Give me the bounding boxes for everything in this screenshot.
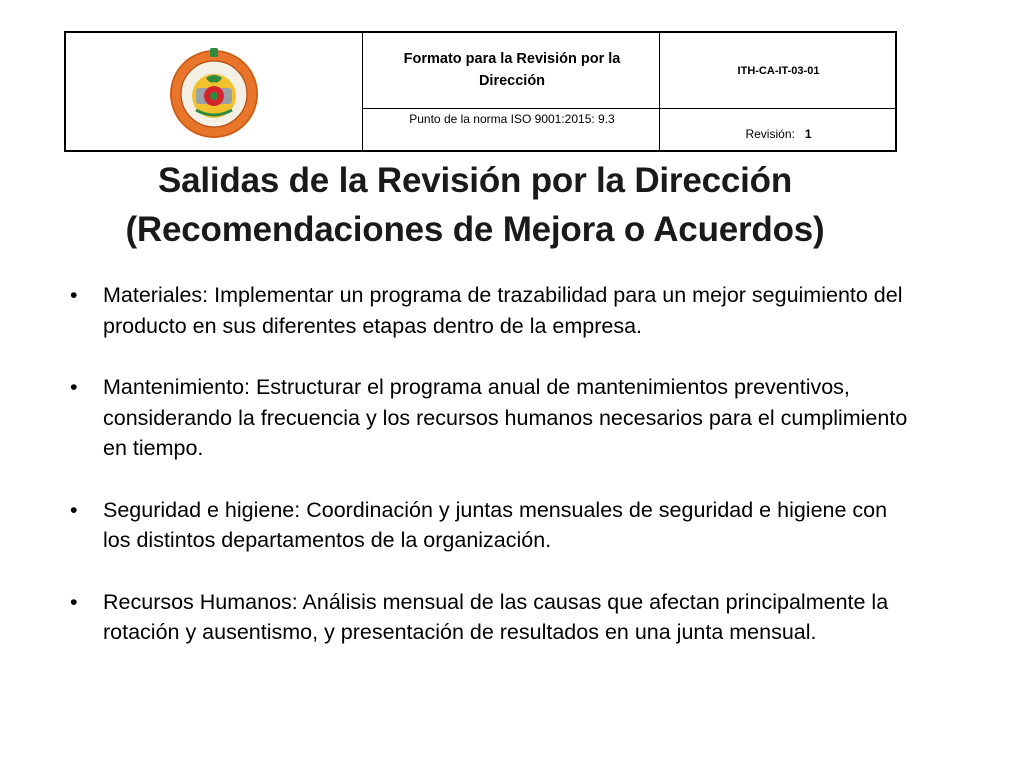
- institution-logo: [66, 33, 362, 150]
- bullet-icon: •: [70, 283, 78, 307]
- institution-seal-icon: [166, 44, 262, 140]
- revision-field: [662, 109, 895, 150]
- document-header-table: [64, 31, 897, 152]
- bullet-icon: •: [70, 375, 78, 399]
- list-item-text: Materiales: Implementar un programa de trazabilidad para un mejor seguimiento del producto en sus diferentes etapas dentro de la empresa.: [103, 283, 903, 338]
- bullet-icon: •: [70, 589, 78, 614]
- bullet-icon: •: [70, 497, 78, 522]
- slide-title-line-2: (Recomendaciones de Mejora o Acuerdos): [125, 210, 825, 249]
- revision-number: 1: [804, 126, 812, 141]
- list-item: [68, 372, 908, 464]
- list-item: [68, 280, 908, 341]
- document-code: ITH-CA-IT-03-01: [737, 64, 820, 77]
- list-item-text: Recursos Humanos: Análisis mensual de las causas que afectan principalmente la rotación y ausentismo, y presentación de resultados en una junta mensual.: [103, 589, 889, 644]
- list-item: [68, 495, 908, 556]
- revision-label: Revisión:: [745, 126, 795, 141]
- list-item-text: Seguridad e higiene: Coordinación y juntas mensuales de seguridad e higiene con los distintos departamentos de la organización.: [103, 497, 888, 552]
- slide-title: [40, 156, 910, 254]
- format-title: Formato para la Revisión por la Dirección: [403, 51, 621, 89]
- slide-title-line-1: Salidas de la Revisión por la Dirección: [157, 161, 793, 200]
- recommendations-list: [68, 280, 908, 648]
- iso-norm-reference: Punto de la norma ISO 9001:2015: 9.3: [409, 112, 615, 126]
- list-item: [68, 587, 908, 648]
- list-item-text: Mantenimiento: Estructurar el programa anual de mantenimientos preventivos, considerando la frecuencia y los recursos humanos necesarios para el cumplimiento en tiempo.: [103, 375, 908, 460]
